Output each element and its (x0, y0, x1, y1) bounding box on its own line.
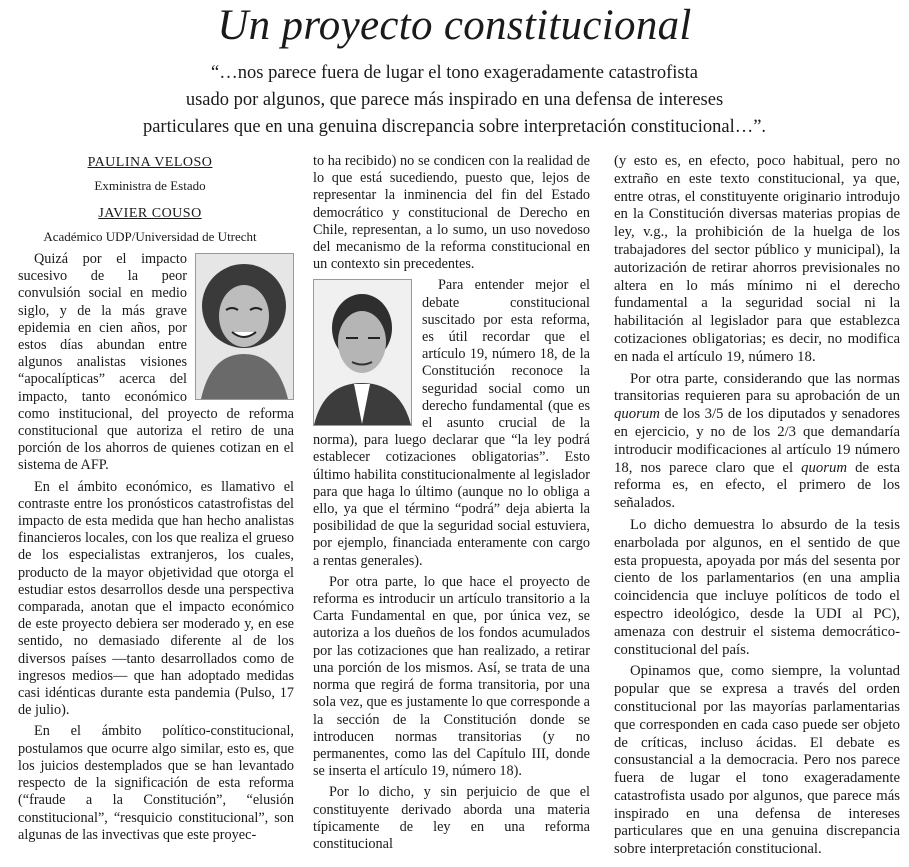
paragraph: Lo dicho demuestra lo absurdo de la tesis enarbolada por algunos, en el sentido de que esta propuesta, apoyada por más del sesenta por ciento de los parlamentarios (en una amplia coincidencia que incluye políticos de todo el espectro ideológico, desde la UDI al PC), amenaza con destruir el sistema democrático-constitucional del país. (614, 516, 900, 658)
paragraph: Por otra parte, considerando que las normas transitorias requieren para su aprobación de un quorum de los 3/5 de los diputados y senadores en ejercicio, y no de los 2/3 que demandaría introducir modificaciones al artículo 19 número 18, nos parece claro que el quorum de esta reforma es, en efecto, el primero de los señalados. (614, 370, 901, 512)
paragraph: Para entender mejor el debate constitucional suscitado por esta reforma, es útil recordar que el artículo 19, número 18, de la Constitución reconoce la seguridad social como un derecho fundamental (que es el asunto crucial de la norma), para luego declarar que “la ley podrá establecer cotizaciones obligatorias”. Esto último habilita constitucionalmente al legislador para que haga lo último (aunque no lo obliga a ello, ya que el término “podrá” deja abierta la posibilidad de que la seguridad social estuviera, por ejemplo, financiada enteramente con cargo a rentas generales). (313, 277, 590, 569)
author-name: JAVIER COUSO (98, 206, 202, 221)
author-name: PAULINA VELOSO (87, 155, 213, 170)
paragraph: En el ámbito político-constitucional, postulamos que ocurre algo similar, esto es, que los juicios destemplados que se han levantado respecto de la significación de esta reforma (“fraude a la Constitución”, “elusión constitucional”, “resquicio constitucional”, son algunas de las invectivas que este proyec- (18, 723, 294, 843)
paragraph: Opinamos que, como siempre, la voluntad popular que se expresa a través del orden constitucional por las mayorías parlamentarias que corresponden en cada caso puede ser objeto de críticas, incluso ácidas. El debate es consustancial a la democracia. Pero nos parece fuera de lugar el tono exageradamente catastrofista usado por algunos, que parece más inspirado en una defensa de intereses particulares que en una genuina discrepancia sobre interpretación constitucional. (614, 663, 900, 858)
pull-quote-line: “…nos parece fuera de lugar el tono exageradamente catastrofista (211, 63, 698, 83)
author-role: Exministra de Estado (94, 178, 206, 193)
paragraph: Por lo dicho, y sin perjuicio de que el constituyente derivado aborda una materia típicamente de ley en una reforma constitucional (313, 784, 590, 852)
article-column-2 (313, 153, 590, 853)
pull-quote-line: particulares que en una genuina discrepancia sobre interpretación constitucional…”. (142, 117, 767, 137)
author-photo-man (313, 279, 412, 426)
pull-quote (60, 60, 849, 141)
paragraph: (y esto es, en efecto, poco habitual, pero no extraño en este texto constitucional, ya que, entre otras, el constituyente originario introdujo en la Constitución diversas materias propias de ley, v.g., la prohibición de la huelga de los trabajadores del sector público y municipal), la autorización de retirar ahorros previsionales no altera en lo más mínimo ni el derecho fundamental a la seguridad social ni la habilitación al legislador para que establezca cotizaciones obligatorias; es decir, no modifica en nada el artículo 19, número 18. (614, 153, 900, 365)
paragraph: Quizá por el impacto sucesivo de la peor convulsión social en medio siglo, y de la más grave epidemia en cien años, por estos días abundan entre algunos analistas visiones “apocalípticas” acerca del impacto, tanto económico como institucional, del proyecto de reforma constitucional que autoriza el retiro de una porción de los ahorros de quienes cotizan en el sistema de AFP. (18, 251, 294, 474)
article-column-3 (614, 153, 900, 859)
headline: Un proyecto constitucional (217, 2, 692, 49)
article-column-1 (18, 251, 294, 844)
paragraph: En el ámbito económico, es llamativo el contraste entre los pronósticos catastrofistas del impacto de esta medida que han hecho analistas financieros locales, con los que realiza el grueso de los especialistas extranjeros, los cuales, producto de la mayor objetividad que otorga el estudiar estos desarrollos desde una perspectiva comparada, anotan que el impacto económico de este proyecto debiera ser moderado y, en ese sentido, no demasiado diferente al de los diversos países —tanto desarrollados como de ingresos medios— que han adoptado medidas casi idénticas durante esta pandemia (Pulso, 17 de julio). (18, 478, 294, 719)
author-photo-woman (195, 253, 294, 400)
paragraph: Por otra parte, lo que hace el proyecto de reforma es introducir un artículo transitorio a la Carta Fundamental en que, por única vez, se autoriza a los dueños de los fondos acumulados por las cotizaciones que han realizado, a retirar una porción de los mismos. Así, se trata de una norma que regirá de forma transitoria, por una sola vez, que es justamente lo que corresponde a la sección de la Constitución donde se introducen normas transitorias (y no permanentes, como las del Capítulo III, donde se inserta el artículo 19, número 18). (313, 573, 590, 780)
pull-quote-line: usado por algunos, que parece más inspirado en una defensa de intereses (185, 90, 724, 110)
byline-author-1 (0, 155, 300, 194)
author-role: Académico UDP/Universidad de Utrecht (43, 229, 257, 244)
byline-author-2 (0, 206, 300, 245)
paragraph: to ha recibido) no se condicen con la realidad de lo que está sucediendo, puesto que, lejos de representar la inminencia del fin del Estado democrático y constitucional de Derecho en Chile, representan, a lo sumo, un uso novedoso del mecanismo de la reforma constitucional en un contexto sin precedentes. (313, 153, 590, 273)
